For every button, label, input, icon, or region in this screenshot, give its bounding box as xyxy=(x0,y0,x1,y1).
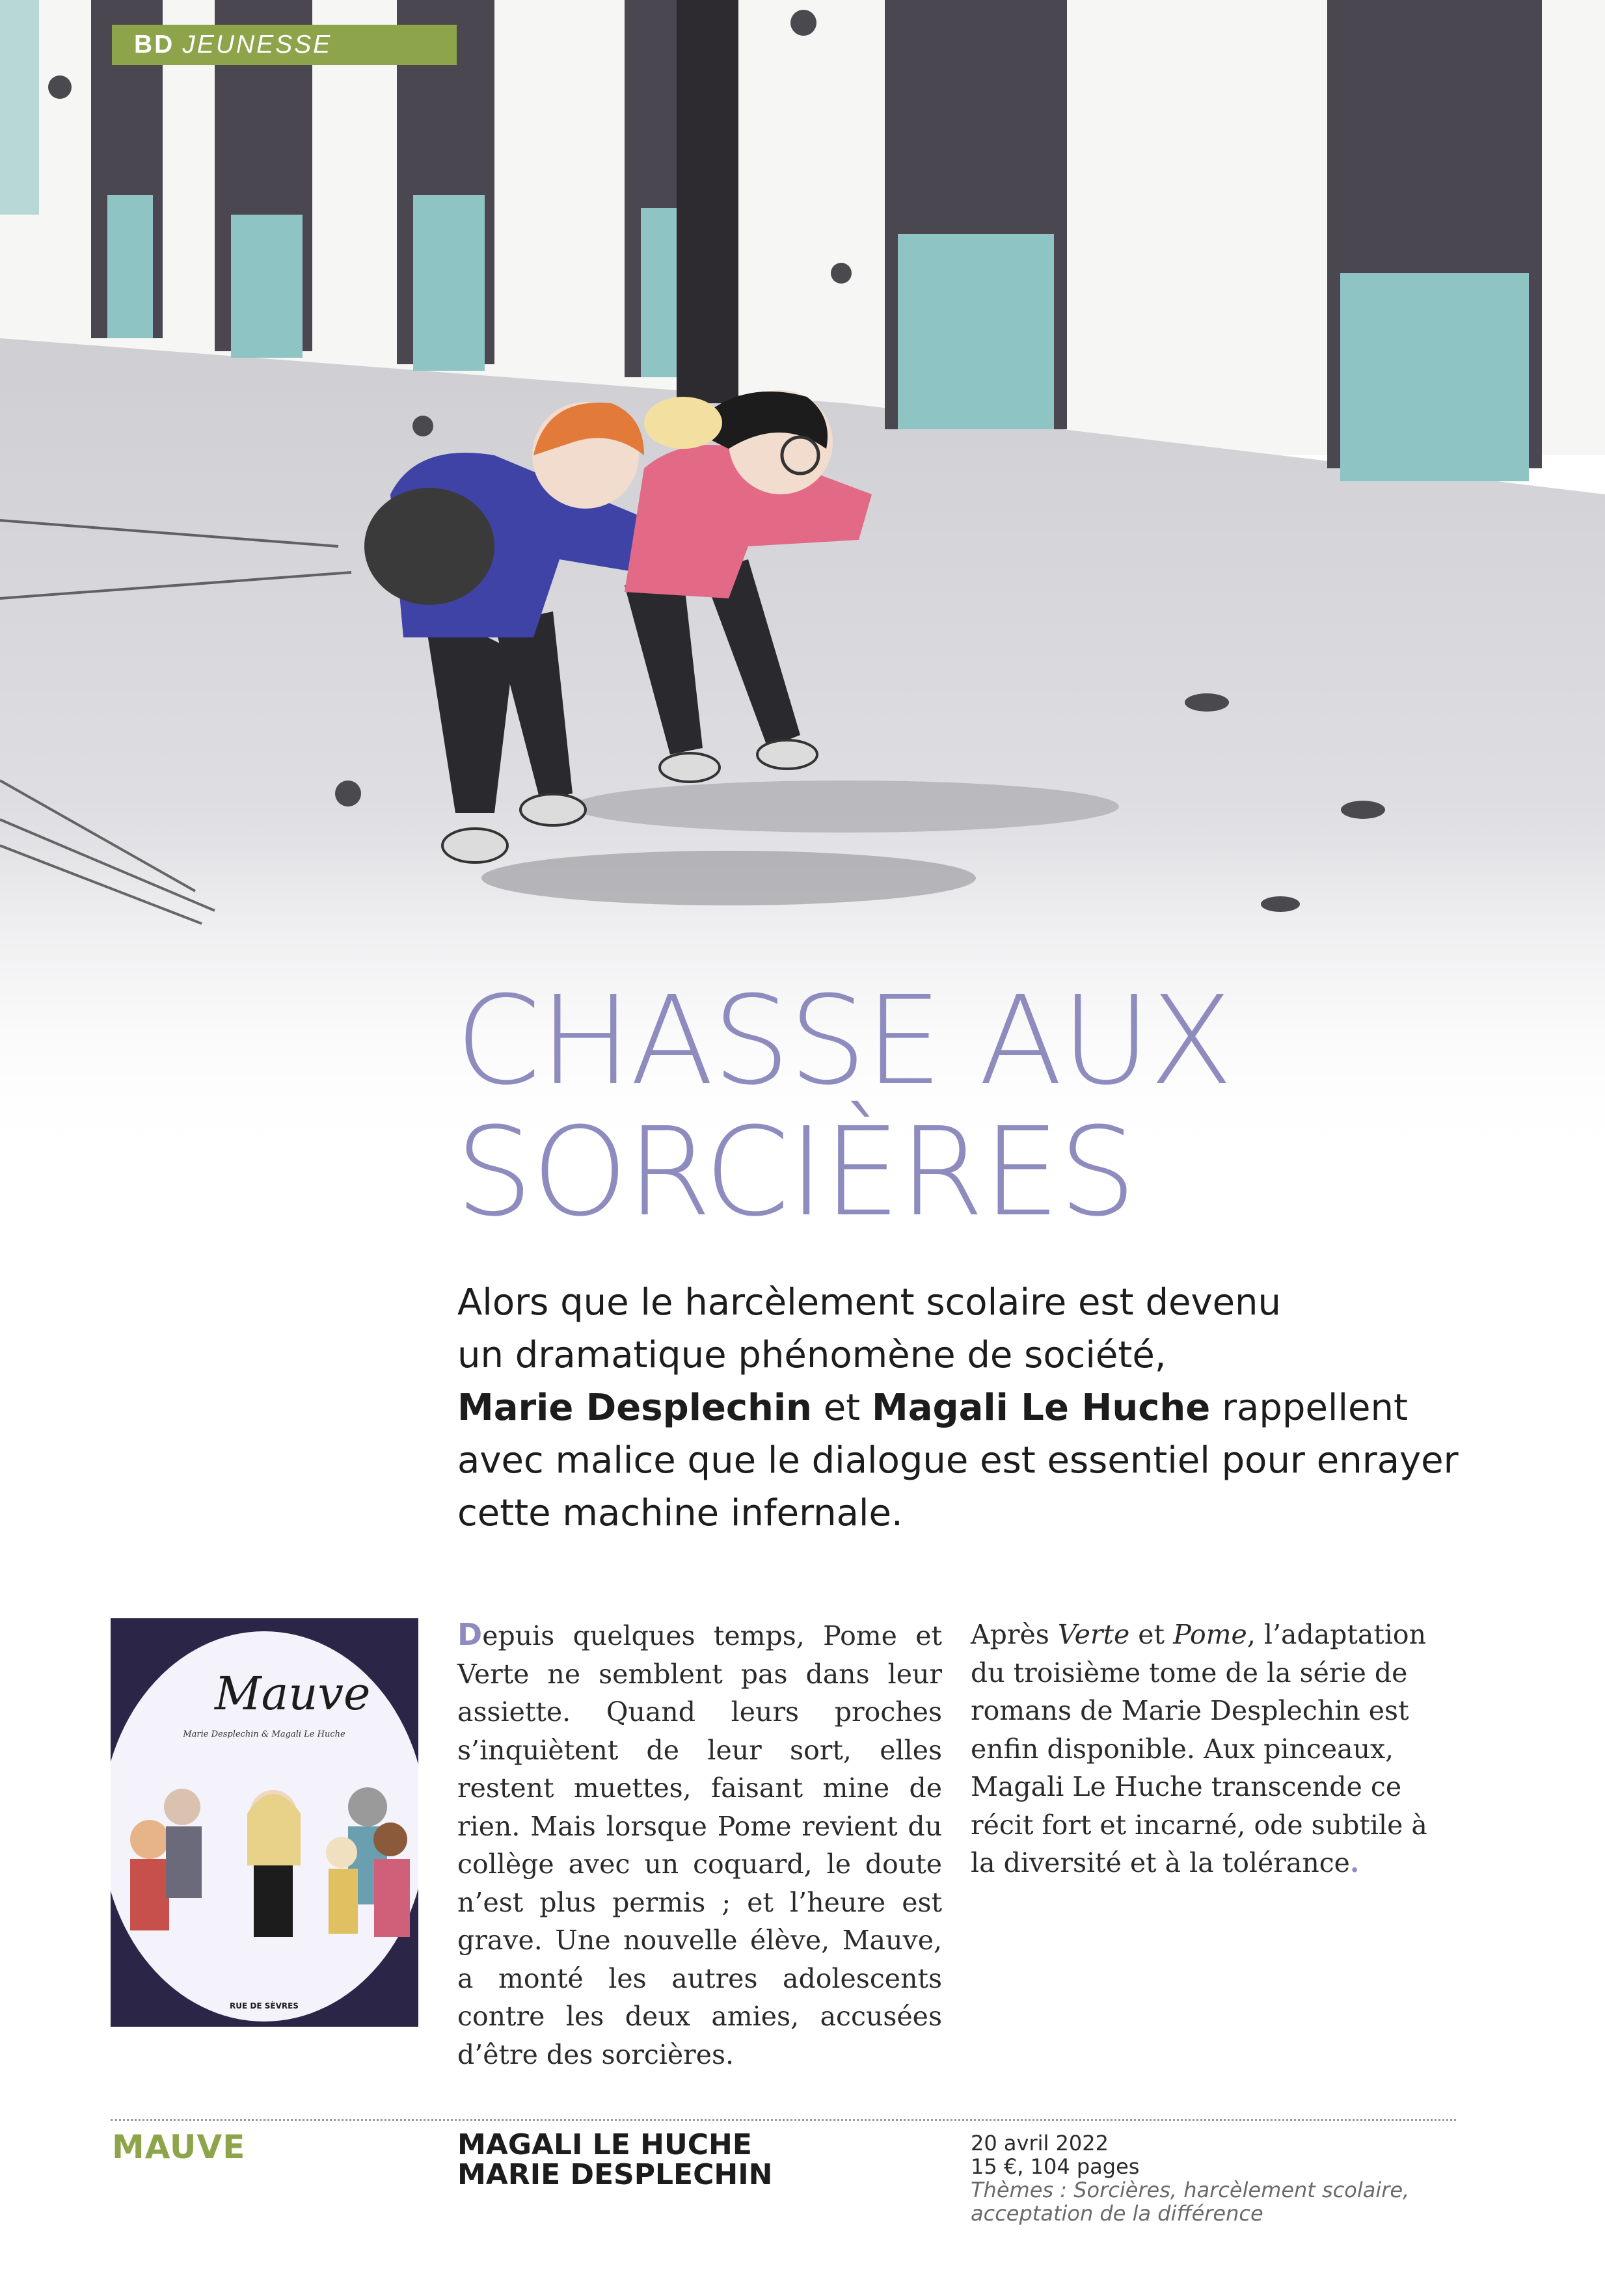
footer-date: 20 avril 2022 xyxy=(971,2131,1109,2156)
section-tag-bd: BD xyxy=(134,31,175,59)
body-column-2 xyxy=(971,1616,1459,1882)
dropcap: D xyxy=(457,1617,483,1652)
article-title-line2: SORCIÈRES xyxy=(455,1101,1135,1244)
footer-divider xyxy=(111,2119,1456,2121)
footer-price-pages: 15 €, 104 pages xyxy=(971,2154,1140,2179)
book-cover-art xyxy=(111,1618,418,2027)
cover-publisher: RUE DE SÈVRES xyxy=(230,2001,299,2010)
lead-author-1: Marie Desplechin xyxy=(457,1387,812,1429)
body-column-1 xyxy=(457,1616,942,2074)
cover-authors: Marie Desplechin & Magali Le Huche xyxy=(183,1729,345,1739)
footer-author-1: MAGALI LE HUCHE xyxy=(457,2128,752,2161)
lead-line-4: avec malice que le dialogue est essentiel pour enrayer xyxy=(457,1439,1459,1482)
footer-themes-1: Thèmes : Sorcières, harcèlement scolaire, xyxy=(971,2178,1410,2202)
article-title xyxy=(455,970,1496,1244)
body-column-1-content: epuis quelques temps, Pome et Verte ne semblent pas dans leur assiette. Quand leurs proches s’inquiètent de leur sort, elles restent muettes, faisant mine de rien. Mais lorsque Pome revient du collège avec un coquard, le doute n’est plus permis ; et l’heure est grave. Une nouvelle élève, Mauve, a monté les autres adolescents contre les deux amies, accusées d’être des sorcières. xyxy=(457,1620,942,2070)
col2-pome: Pome xyxy=(1173,1619,1247,1650)
col2-part-et: et xyxy=(1129,1619,1174,1650)
body-column-1-text xyxy=(457,1616,942,2074)
lead-line-3 xyxy=(457,1382,1524,1434)
section-tag xyxy=(112,25,457,65)
col2-part-rest: , l’adaptation du troisième tome de la série de romans de Marie Desplechin est enfin disponible. Aux pinceaux, Magali Le Huche transcende ce récit fort et incarné, ode subtile à la diversité et à la tolérance xyxy=(971,1619,1427,1878)
lead-line-3-rest: rappellent xyxy=(1210,1387,1408,1429)
article-title-line1: CHASSE AUX xyxy=(455,970,1232,1112)
cover-title: Mauve xyxy=(215,1667,371,1720)
footer-themes-2: acceptation de la différence xyxy=(971,2201,1263,2226)
footer-book-title: MAUVE xyxy=(112,2128,246,2166)
footer-authors xyxy=(457,2130,772,2190)
footer-meta xyxy=(971,2131,1409,2225)
lead-author-2: Magali Le Huche xyxy=(872,1387,1211,1429)
lead-line-1: Alors que le harcèlement scolaire est devenu xyxy=(457,1281,1282,1324)
lead-paragraph xyxy=(457,1276,1524,1540)
end-mark: . xyxy=(1349,1847,1360,1878)
body-column-2-text xyxy=(971,1616,1459,1882)
lead-and: et xyxy=(812,1387,872,1429)
section-tag-category: JEUNESSE xyxy=(182,31,332,59)
col2-verte: Verte xyxy=(1057,1619,1130,1650)
lead-line-2: un dramatique phénomène de société, xyxy=(457,1334,1167,1376)
footer-author-2: MARIE DESPLECHIN xyxy=(457,2158,773,2191)
col2-part-a: Après xyxy=(971,1619,1058,1650)
book-cover xyxy=(111,1618,418,2027)
lead-line-5: cette machine infernale. xyxy=(457,1492,903,1534)
